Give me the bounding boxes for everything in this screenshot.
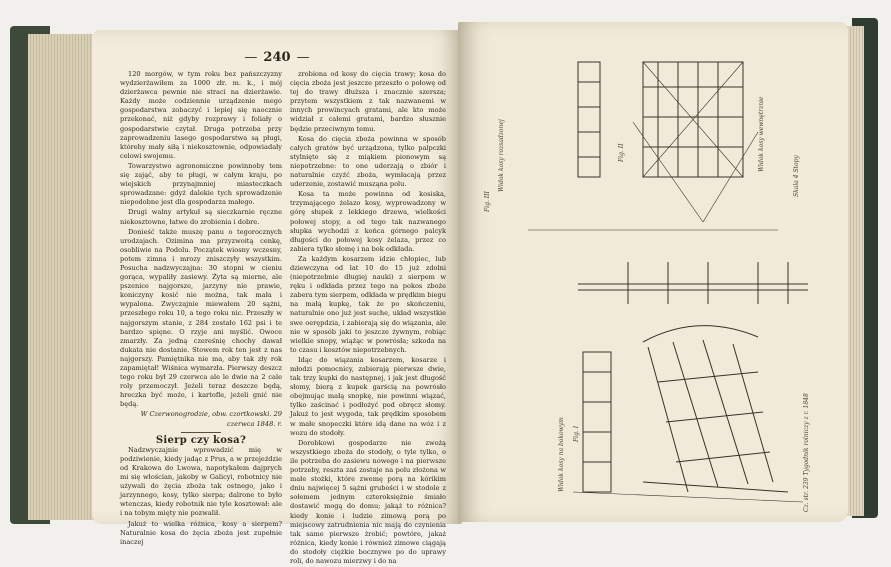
- scythe-illustrations: [458, 22, 848, 522]
- divider: [181, 432, 221, 433]
- scale-label: Skala 4 Stopy: [793, 155, 800, 197]
- paragraph: Kosa do cięcia zboża powinna w sposób całych gratów być urządzona, tylko palpczki stylnięte się z miąkiem pionowym są niepotrzebne: to one uderzają o zbiór i naturalnie czyżć zboża, wymłacają przez uderzenie, zostawić musząna polu.: [290, 134, 446, 189]
- paragraph: Dorobkowi gospodarze nie zwożą wszystkiego zboża do stodoły, o tyle tylko, o ile potrzeba do zasiewu nowego i na pierwsze potrzeby, reszta zaś zostaje na polu złożona w małe stożki, które zwemę porą na kórikim dniu najwięcej 5 sążni grubości i w stodole z sołemem jednym czteroksiężnie śmiało dostawić mogą do domu; jakąż to różnica? kiedy konie i ludzie zimową porą po miejscowy zatrudnienia nic mają do czynienia tak same pierwsze żrobić; powtóre, jakaż różnica, kiedy konie i również zimowe ciągają do stodoły ciężkie bocznywe po do uprawy roli, do nawozu mierzwy i do na: [290, 438, 446, 565]
- paragraph: Towarzystwo agronomiczne powinnoby tem się zająć, aby te pługi, w całym kraju, po wiejskich przynajmniej miasteczkach sprowadzane: gdyż dalekie tych sprowadzenie niepodobne jest dla gospodarza małego.: [120, 161, 282, 207]
- fig2-drawing: [528, 230, 808, 304]
- plate-footer: Cz. str. 239 Tygodnik rolniczy z r. 1848: [803, 393, 810, 512]
- right-column: [290, 70, 446, 567]
- paragraph: Jakuż to wielka różnica, kosy a sierpem? Naturalnie kosa do żęcia zboża jest zupełnie inaczej: [120, 519, 282, 546]
- paragraph: Idąc do wiązania kosarzem, kosarze i młodzi pomocnicy, zabierają pierwsze dwie, tak trzy kupki do następnej, i jak jest długość słomy, bierą z kupek garścią na powrósło obejmując małą snopkę, nie powinni wiązać, tylko zaścinać i podłożyć pod obręcz słomy. Jakuż to jest wygoda, tak prędkim sposobem w małe snopeczki które idą dane na wóz i z wozu do stodoły.: [290, 355, 446, 437]
- paragraph: Drugi walny artykuł są sieczkarnie ręczne niekosztowne, łatwe do zrobienia i dobre.: [120, 208, 282, 226]
- fig1-caption: Widok kosy na bokowym: [558, 417, 565, 492]
- paragraph: zrobiona od kosy do cięcia trawy; kosa do cięcia zboża jest jeszcze przeszło o połowę od tej do trawy dłuższa i znacznie szersza; przytem wszystkiem z tak nazwanemi w innych prowincyach gratami, ale kto może widział z całemi gratami, bardzo słusznie będzie przeciwnym temu.: [290, 70, 446, 133]
- paragraph: Za każdym kosarzem idzie chłopiec, lub dziewczyna od lat 10 do 15 już zdolni (niepotrzebnie długiej nauki) z sierpem w ręku i odkłada przez tego na pokos zboże zabera tym sierpem, odkłada w prędkim biegu na małą kupkę, tak że po skończeniu, naturalnie ono już jest suche, układ wszystkie swe oerępdzia, i zabierają się do wiązania, ale nie w sposób jaki to jeszcze żywnym, robiąc wielkie snopy, wiążąc w powrósła; szkoda na to czasu i kosztów niepotrzebnych.: [290, 254, 446, 354]
- right-page-plate: [458, 22, 848, 522]
- fig1-drawing: [573, 326, 803, 502]
- paragraph: Kosa ta może powinna od kosiska, trzymającego żelazo kosy, wyprowadzony w górę słupek z lekkiego drzewa, wielkości połowej stopy, a od tego tak nazwanego słupka wychodzi z końca górnego palcyk długości do połowej kosy żelaza, przez co zabiera tylko słomę i na bok odkłada.: [290, 190, 446, 253]
- article-heading: Sierp czy kosa?: [155, 434, 247, 446]
- page-edges-left: [28, 34, 98, 520]
- dateline: W Czerwonogrodzie, obw. czortkowski. 29 czerwca 1848. r.: [140, 410, 282, 428]
- paragraph: 120 morgów, w tym roku bez pańszczyzny wydzierżawiłem za 1000 złr. m. k., i mój dzierżawca pewnie nie straci na dzierżawie. Każdy może codziennie urządzenie mego gospodarstwa zobaczyć i lepiej się naocznie przekonać, niż gdyby rozprawy i foliały o gospodarstwie czytał. Druga potrzeba przy zaprowadzeniu lasego gospodarstwa są pługi, którehy mały siłą i niekosztownie, odpowiadały celowi swojemu.: [120, 70, 282, 160]
- page-number: — 240 —: [92, 50, 462, 65]
- fig3-caption: Widok kosy rozsadzonej: [498, 119, 505, 192]
- fig1-label: Fig. I: [573, 425, 580, 442]
- paragraph: Nadzwyczajnie wprowadzić mię w podziwienie, kiedy jadąc z Prus, a w przejeździe od Krakowa do Lwowa, napotykałem dajprych mi się włościan, jakoby w Galicyi, robotnicy nie używali do żęcia zboża tak ostnego, jako i jarzynnego, kosy, tylko sierpa; dalrone to było wtenczas, kiedy robotnik nie tyle kosztował: ale i na tobym mięty nie pozwalił.: [120, 445, 282, 518]
- paragraph: Donieść także muszę panu o tegorocznych urodzajach. Ozimina ma przyzwoitą cenkę, osobliwie na Podolu. Początek wiosny wczesny, potem zimna i mrozy zniszczyły wszystkim. Posucha nadzwyczajna: 30 stopni w cieniu gorąca, wypaliły zasiewy. Żyta są mierne, ale pszenice najgorsze, jarzyny nie prawie, koniczyny kosić nie można, tak mała i wypalona. Zwyczajnie miewałem 20 sążni, przeszłego roku 10, a tego roku nic. Przeszły w najgorszym stanie, z 284 zostało 162 psi i te bardzo spięne. O rzyje ani myślić. Owoce zmarzły. Za jedną czereśnię chochy dawał dukata nie dostanie. Stowem rok ten jest z nas najgorszy. Pamiętnika nie ma, aby tak zły rok zapamiętał! Wiśnica wymarzła. Pierwszy deszcz tego roku był 29 czerwca ale le dwie na 2 cale roly przemoczył. Jeżeli teraz deszcze będą, hreczka być może, i kartofle, jeżeli gnić nie będą.: [120, 227, 282, 409]
- fig2-label: Fig. II: [618, 143, 625, 162]
- fig2-caption: Widok kosy wewnętrznie: [758, 96, 765, 172]
- left-column: [120, 70, 282, 548]
- left-page: [92, 30, 462, 565]
- fig3-drawing: [578, 62, 758, 222]
- fig3-label: Fig. III: [484, 191, 491, 212]
- open-book: [10, 12, 878, 565]
